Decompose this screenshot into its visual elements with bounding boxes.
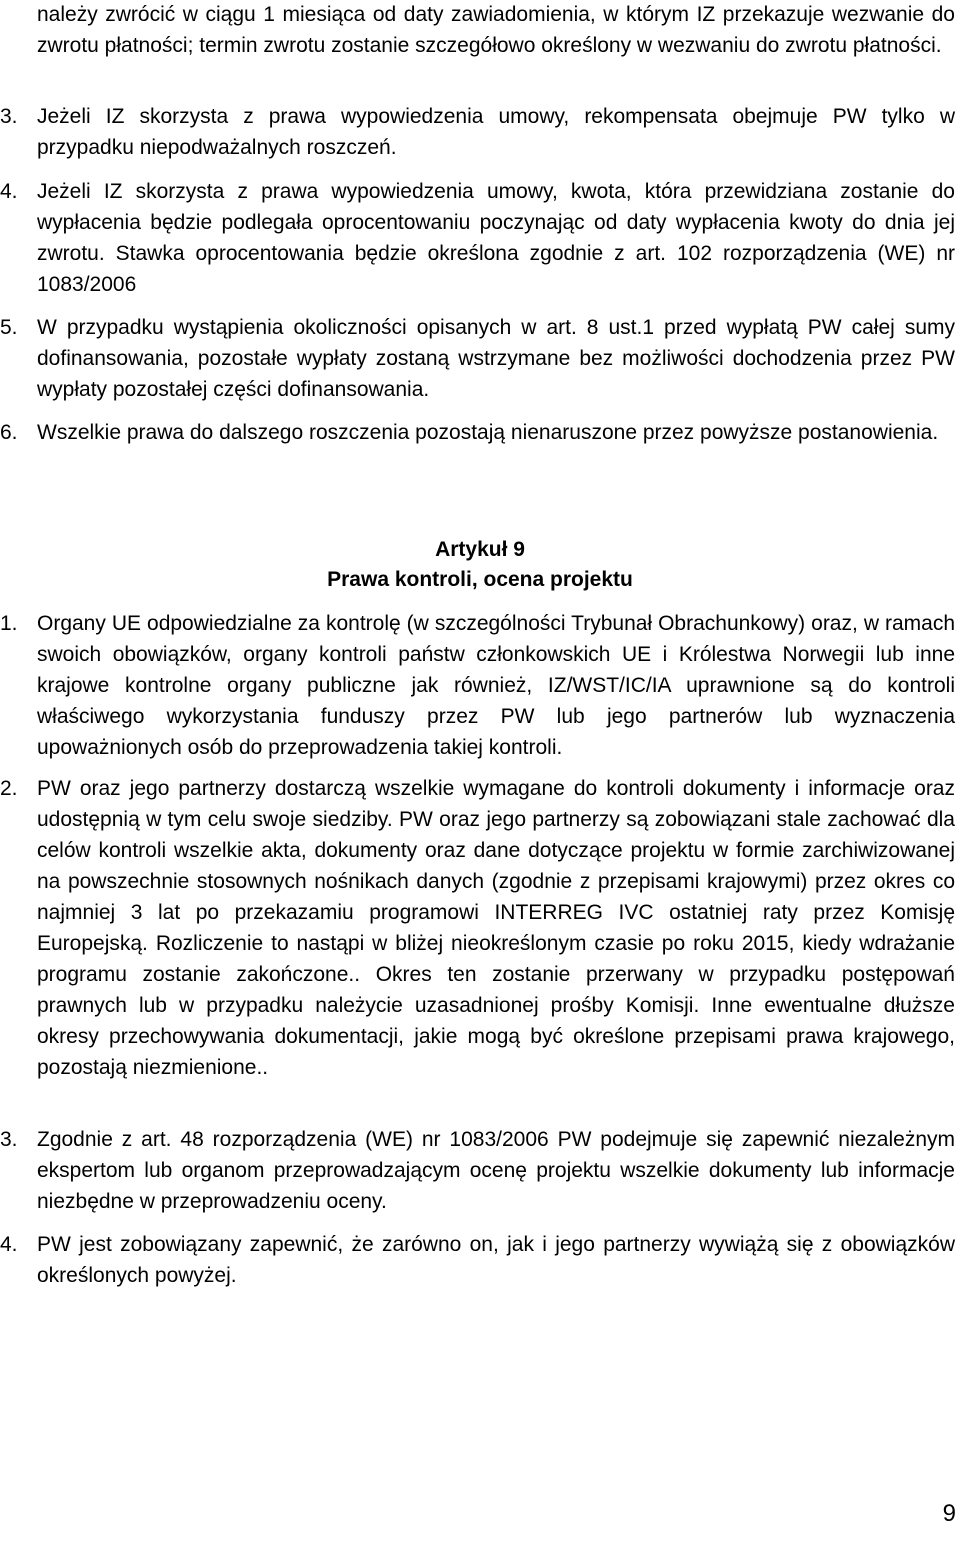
list-item-art8-6 xyxy=(0,417,957,448)
paragraph-continuation: należy zwrócić w ciągu 1 miesiąca od daty zawiadomienia, w którym IZ przekazuje wezwanie do zwrotu płatności; termin zwrotu zostanie szczegółowo określony w wezwaniu do zwrotu płatności. xyxy=(37,3,955,57)
list-item-art9-4 xyxy=(0,1229,957,1291)
list-item-text: W przypadku wystąpienia okoliczności opisanych w art. 8 ust.1 przed wypłatą PW całej sumy dofinansowania, pozostałe wypłaty zostaną wstrzymane bez możliwości dochodzenia przez PW wypłaty pozostałej części dofinansowania. xyxy=(37,316,955,401)
list-item-number: 4. xyxy=(0,1233,18,1256)
list-item-art8-5 xyxy=(0,312,957,405)
list-item-number: 3. xyxy=(0,1128,18,1151)
list-item-number: 4. xyxy=(0,180,18,203)
list-item-number: 1. xyxy=(0,612,18,635)
list-item-number: 5. xyxy=(0,316,18,339)
list-item-art8-4 xyxy=(0,176,957,300)
list-item-art9-1 xyxy=(0,608,957,763)
list-item-number: 6. xyxy=(0,421,18,444)
list-item-text: PW jest zobowiązany zapewnić, że zarówno on, jak i jego partnerzy wywiążą się z obowiązków określonych powyżej. xyxy=(37,1233,955,1287)
article-heading: Artykuł 9 xyxy=(435,538,525,561)
list-item-art9-2 xyxy=(0,773,957,1083)
list-item-text: Jeżeli IZ skorzysta z prawa wypowiedzenia umowy, kwota, która przewidziana zostanie do wypłacenia będzie podlegała oprocentowaniu poczynając od daty wypłacenia kwoty do dnia jej zwrotu. Stawka oprocentowania będzie określona zgodnie z art. 102 rozporządzenia (WE) nr 1083/2006 xyxy=(37,180,955,296)
list-item-text: Zgodnie z art. 48 rozporządzenia (WE) nr 1083/2006 PW podejmuje się zapewnić niezależnym ekspertom lub organom przeprowadzającym ocenę projektu wszelkie dokumenty lub informacje niezbędne w przeprowadzeniu oceny. xyxy=(37,1128,955,1213)
page-number: 9 xyxy=(942,1500,956,1527)
list-item-art9-3 xyxy=(0,1124,957,1217)
list-item-text: Wszelkie prawa do dalszego roszczenia pozostają nienaruszone przez powyższe postanowienia. xyxy=(37,421,939,444)
list-item-text: Organy UE odpowiedzialne za kontrolę (w szczególności Trybunał Obrachunkowy) oraz, w ramach swoich obowiązków, organy kontroli państw członkowskich UE i Królestwa Norwegii lub inne krajowe kontrolne organy publiczne jak również, IZ/WST/IC/IA uprawnione są do kontroli właściwego wykorzystania funduszy przez PW lub jego partnerów lub wyznaczenia upoważnionych osób do przeprowadzenia takiej kontroli. xyxy=(37,612,955,759)
list-item-number: 3. xyxy=(0,105,18,128)
article-title: Prawa kontroli, ocena projektu xyxy=(327,568,633,591)
list-item-number: 2. xyxy=(0,777,18,800)
list-item-text: PW oraz jego partnerzy dostarczą wszelkie wymagane do kontroli dokumenty i informacje oraz udostępnią w tym celu swoje siedziby. PW oraz jego partnerzy są zobowiązani stale zachować dla celów kontroli wszelkie akta, dokumenty oraz dane dotyczące projektu w formie zarchiwizowanej na powszechnie stosownych nośnikach danych (zgodnie z przepisami krajowymi) przez okres co najmniej 3 lat po przekazamiu programowi INTERREG IVC ostatniej raty przez Komisję Europejską. Rozliczenie to nastąpi w bliżej nieokreślonym czasie po roku 2015, kiedy wdrażanie programu zostanie zakończone.. Okres ten zostanie przerwany w przypadku postępowań prawnych lub w przypadku należycie uzasadnionej prośby Komisji. Inne ewentualne dłuższe okresy przechowywania dokumentacji, jakie mogą być określone przepisami prawa krajowego, pozostają niezmienione.. xyxy=(37,777,955,1079)
list-item-art8-3 xyxy=(0,101,957,163)
list-item-text: Jeżeli IZ skorzysta z prawa wypowiedzenia umowy, rekompensata obejmuje PW tylko w przypadku niepodważalnych roszczeń. xyxy=(37,105,955,159)
